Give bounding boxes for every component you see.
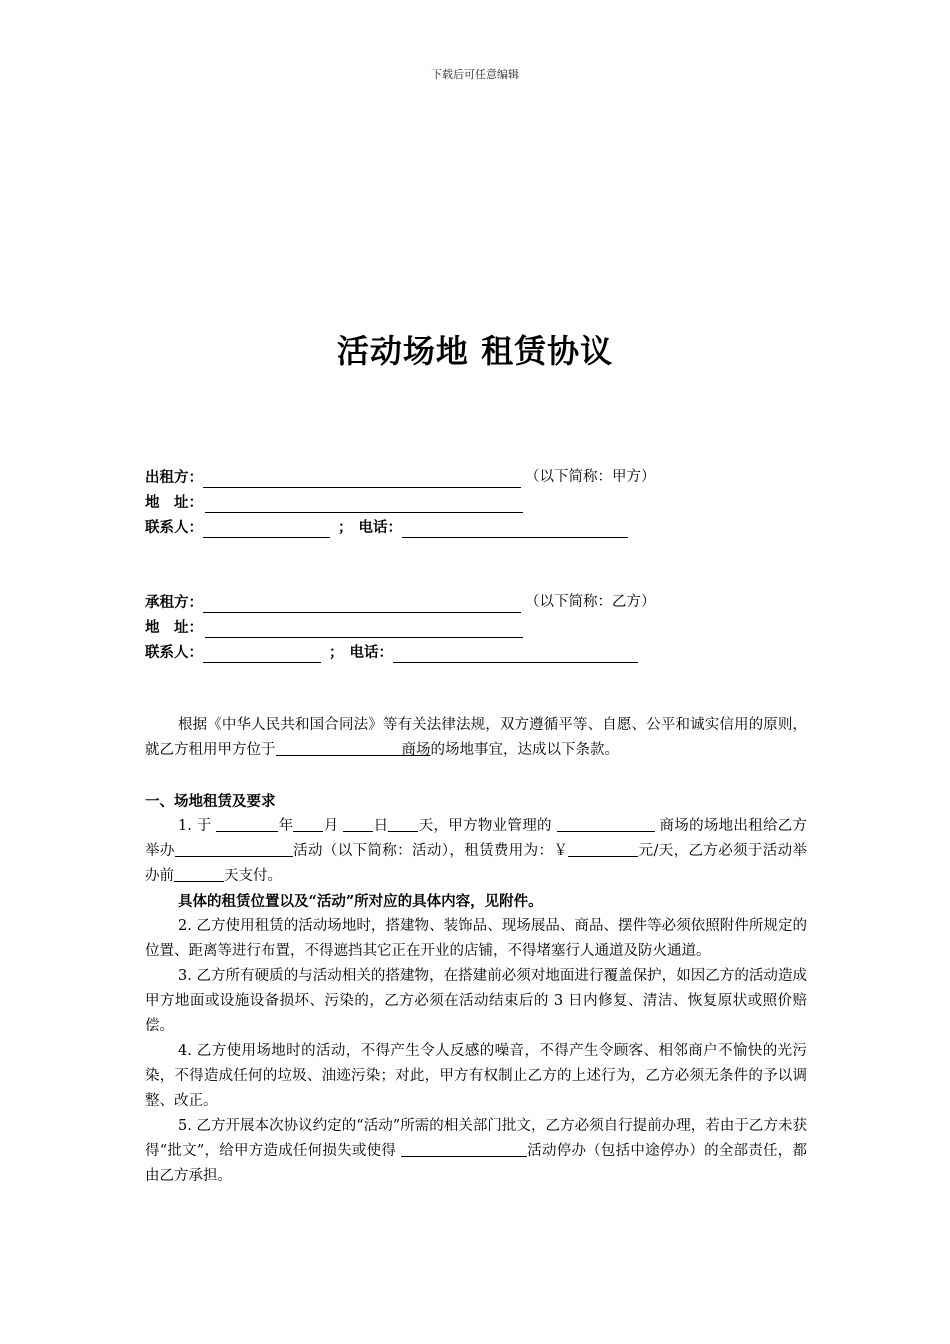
mall-label: 商场的场地出租给乙方举办 [145, 818, 808, 859]
lessee-phone-label: 电话： [349, 644, 393, 661]
lessee-name-row [145, 590, 656, 615]
lessor-name-row [145, 465, 656, 490]
mall-blank[interactable] [557, 815, 655, 832]
activity-label: 活动（以下简称：活动），租赁费用为：￥ [292, 843, 569, 859]
month-label: 月 [323, 818, 339, 834]
activity-blank[interactable] [175, 840, 293, 857]
clause-5-text-1: 5. 乙方开展本次协议约定的“活动”所需的相关部门批文，乙方必须自行提前办理，若由于乙方未获得“批文”，给甲方造成任何损失或使得 [145, 1118, 807, 1159]
lessor-contact-label: 联系人： [145, 519, 203, 536]
lessee-name-blank[interactable] [203, 595, 521, 613]
days-blank[interactable] [388, 815, 418, 832]
unit-label: 元/天，乙方必须于活动举办前 [145, 843, 808, 884]
lessee-separator: ； [329, 644, 344, 661]
days-label: 天，甲方物业管理的 [418, 818, 552, 834]
clause-1-text: 1. 于 [178, 818, 212, 834]
intro-mall: 商场 [401, 742, 431, 758]
intro-text-1: 根据《中华人民共和国合同法》等有关法律法规，双方遵循平等、自愿、公平和诚实信用的原则，就乙方租用甲方位于 [145, 717, 807, 758]
clause-4: 4. 乙方使用场地时的活动，不得产生令人反感的噪音，不得产生令顾客、相邻商户不愉快的光污染，不得造成任何的垃圾、油迹污染；对此，甲方有权制止乙方的上述行为，乙方必须无条件的予以调整、改正。 [145, 1043, 807, 1109]
lessee-contact-row [145, 640, 656, 665]
lessor-address-blank[interactable] [205, 495, 523, 513]
year-blank[interactable] [216, 815, 278, 832]
section-1 [145, 789, 807, 1189]
lessor-phone-blank[interactable] [402, 520, 628, 538]
lessor-contact-blank[interactable] [203, 520, 330, 538]
pay-days-blank[interactable] [174, 865, 224, 882]
lessor-phone-label: 电话： [358, 519, 402, 536]
section-1-heading: 一、场地租赁及要求 [145, 793, 276, 810]
lessor-block [145, 465, 656, 540]
lessor-separator: ； [338, 519, 353, 536]
month-blank[interactable] [293, 815, 323, 832]
attachment-note: 具体的租赁位置以及“活动”所对应的具体内容，见附件。 [178, 893, 543, 910]
clause-2: 2. 乙方使用租赁的活动场地时，搭建物、装饰品、现场展品、商品、摆件等必须依照附件所规定的位置、距离等进行布置，不得遮挡其它正在开业的店铺，不得堵塞行人通道及防火通道。 [145, 918, 807, 959]
lessee-address-row [145, 615, 656, 640]
lessor-address-row [145, 490, 656, 515]
clause-1 [145, 814, 807, 889]
document-title: 活动场地 租赁协议 [336, 332, 614, 370]
fee-blank[interactable] [568, 840, 638, 857]
header-note: 下载后可任意编辑 [431, 68, 519, 81]
pay-label: 天支付。 [224, 868, 282, 884]
lessee-note: （以下简称：乙方） [525, 594, 656, 610]
intro-block [145, 713, 807, 763]
lessor-label: 出租方： [145, 469, 203, 486]
lessee-block [145, 590, 656, 665]
clause-5-blank[interactable] [401, 1140, 527, 1157]
lessee-contact-blank[interactable] [203, 645, 321, 663]
lessor-note: （以下简称：甲方） [525, 469, 656, 485]
day-blank[interactable] [343, 815, 373, 832]
lessee-contact-label: 联系人： [145, 644, 203, 661]
lessor-contact-row [145, 515, 656, 540]
lessee-label: 承租方： [145, 594, 203, 611]
clause-5 [145, 1114, 807, 1189]
lessor-address-label: 地 址： [145, 494, 203, 511]
intro-paragraph [145, 713, 807, 763]
lessee-address-blank[interactable] [205, 620, 523, 638]
intro-location-blank[interactable] [276, 739, 402, 756]
year-label: 年 [278, 818, 294, 834]
lessee-address-label: 地 址： [145, 619, 203, 636]
day-label: 日 [373, 818, 389, 834]
intro-text-2: 的场地事宜，达成以下条款。 [430, 742, 619, 758]
clause-5-text-2: 活动停办（包括中途停办）的全部责任，都由乙方承担。 [145, 1143, 808, 1184]
clause-3: 3. 乙方所有硬质的与活动相关的搭建物，在搭建前必须对地面进行覆盖保护，如因乙方的活动造成甲方地面或设施设备损坏、污染的，乙方必须在活动结束后的 3 日内修复、清洁、恢复原状或照价赔偿。 [145, 968, 807, 1034]
lessee-phone-blank[interactable] [393, 645, 638, 663]
lessor-name-blank[interactable] [203, 470, 521, 488]
